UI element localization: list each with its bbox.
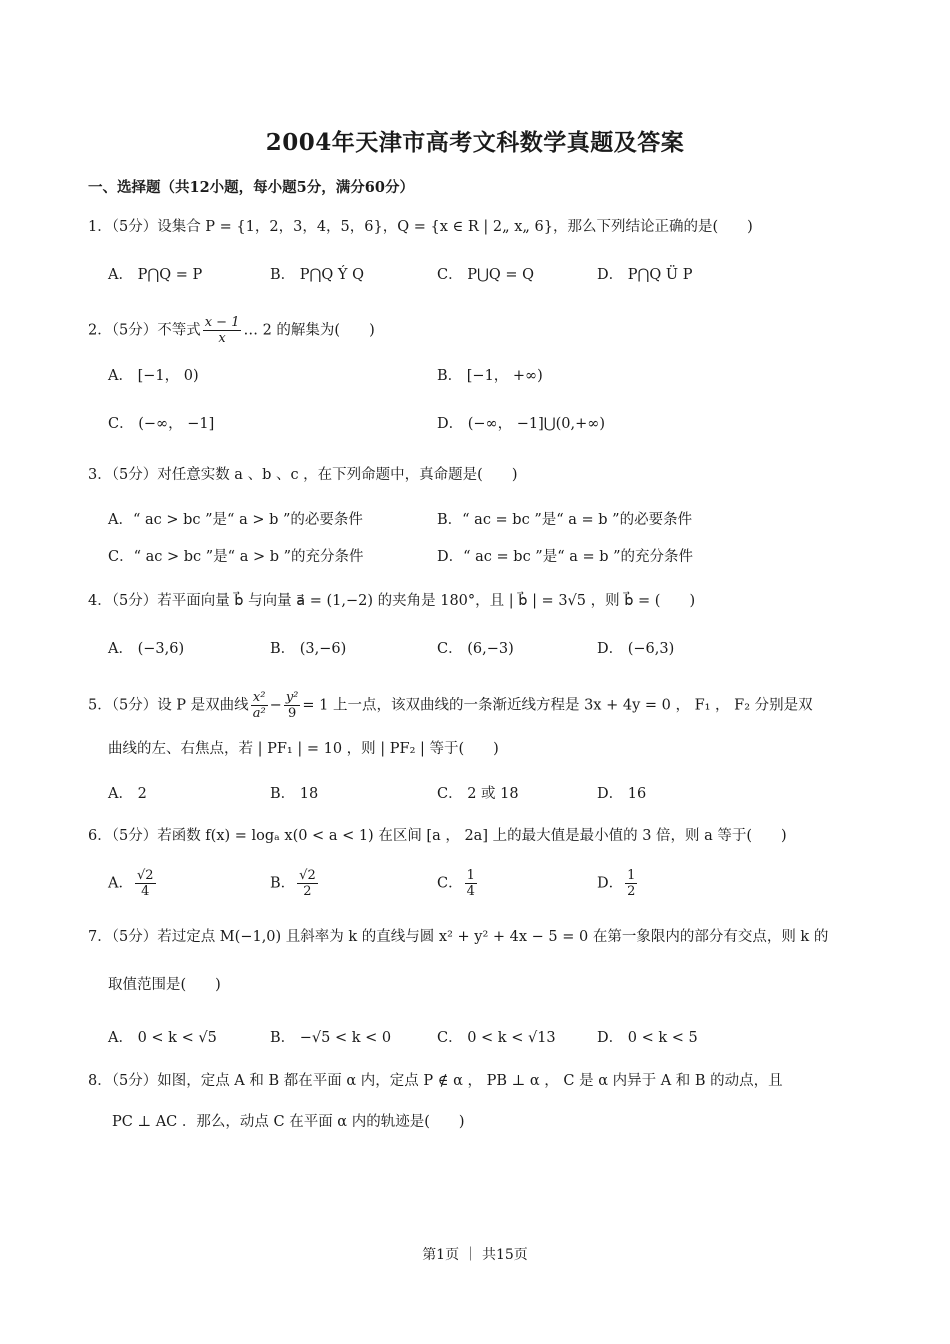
question-5-fraction-1-den: a² (252, 706, 266, 721)
question-6-option-b (270, 868, 320, 899)
question-1-option-c: C． P⋃Q = Q (437, 267, 534, 283)
question-5-fraction-2-num: y² (285, 690, 299, 705)
question-3-stem: 3．（5分）对任意实数 a 、b 、c ，在下列命题中，真命题是( ) (88, 467, 518, 483)
question-6-option-a-label: A． (108, 875, 133, 892)
question-6-option-c-label: C． (437, 875, 463, 892)
question-2-option-a: A． [−1， 0) (108, 368, 199, 384)
question-7-stem: 7．（5分）若过定点 M(−1,0) 且斜率为 k 的直线与圆 x² + y² + 4x − 5 = 0 在第一象限内的部分有交点，则 k 的 (88, 929, 829, 945)
question-6-option-a-den: 4 (141, 884, 150, 899)
question-6-option-a (108, 868, 158, 899)
question-1-stem: 1．（5分）设集合 P = {1，2，3，4，5，6}，Q = {x ∈ R | 2„ x„ 6}，那么下列结论正确的是( ) (88, 219, 753, 235)
question-6-stem: 6．（5分）若函数 f(x) = logₐ x(0 < a < 1) 在区间 [a ， 2a] 上的最大值是最小值的 3 倍，则 a 等于( ) (88, 828, 787, 844)
question-5-option-c: C． 2 或 18 (437, 786, 519, 802)
question-4-option-c: C． (6,−3) (437, 641, 514, 657)
question-2-stem-post: … 2 的解集为( ) (243, 322, 375, 339)
question-5-fraction-2-den: 9 (287, 706, 297, 721)
section-heading: 一、选择题（共12小题，每小题5分，满分60分） (88, 179, 414, 196)
question-5-option-d: D． 16 (597, 786, 647, 802)
question-6-option-b-fraction (297, 868, 318, 899)
question-7-option-b: B． −√5 < k < 0 (270, 1030, 392, 1046)
question-3-option-a: A．“ ac > bc ”是“ a > b ”的必要条件 (108, 512, 363, 528)
question-2-stem-pre: 2．（5分）不等式 (88, 322, 201, 339)
question-6-option-c (437, 868, 479, 899)
question-5-stem-2: 曲线的左、右焦点，若 | PF₁ | = 10 ，则 | PF₂ | 等于( ) (108, 741, 499, 757)
question-1-option-d: D． P⋂Q Ü P (597, 267, 693, 283)
question-6-option-c-fraction (465, 868, 477, 899)
question-3-option-c: C．“ ac > bc ”是“ a > b ”的充分条件 (108, 549, 364, 565)
question-6-option-d-fraction (625, 868, 637, 899)
question-3-option-d: D．“ ac = bc ”是“ a = b ”的充分条件 (437, 549, 694, 565)
question-7-stem-2: 取值范围是( ) (108, 977, 221, 993)
page-footer: 第1页 ｜ 共15页 (422, 1247, 528, 1263)
question-3-option-b: B．“ ac = bc ”是“ a = b ”的必要条件 (437, 512, 693, 528)
question-4-option-a: A． (−3,6) (108, 641, 185, 657)
question-1-option-a: A． P⋂Q = P (108, 267, 203, 283)
question-5-stem-pre: 5．（5分）设 P 是双曲线 (88, 697, 249, 714)
question-2-fraction-num: x − 1 (204, 315, 240, 330)
question-5-fraction-1-num: x² (251, 690, 268, 706)
question-5-option-b: B． 18 (270, 786, 319, 802)
question-6-option-b-den: 2 (303, 884, 312, 899)
question-7-option-a: A． 0 < k < √5 (108, 1030, 217, 1046)
question-6-option-d-label: D． (597, 875, 624, 892)
question-1-option-b: B． P⋂Q Ý Q (270, 267, 364, 283)
question-5-stem-post: = 1 上一点，该双曲线的一条渐近线方程是 3x + 4y = 0 ， F₁ ， F₂ 分别是双 (302, 697, 813, 714)
question-2-option-b: B． [−1， +∞) (437, 368, 543, 384)
question-4-option-d: D． (−6,3) (597, 641, 675, 657)
question-4-option-b: B． (3,−6) (270, 641, 347, 657)
page-title: 2004年天津市高考文科数学真题及答案 (265, 129, 685, 156)
question-7-option-c: C． 0 < k < √13 (437, 1030, 556, 1046)
question-2-fraction (203, 315, 242, 346)
question-5-minus: − (269, 697, 282, 714)
question-6-option-c-den: 4 (466, 884, 475, 899)
question-6-option-a-num: √2 (136, 868, 154, 883)
question-6-option-d-den: 2 (627, 884, 636, 899)
question-7-option-d: D． 0 < k < 5 (597, 1030, 698, 1046)
question-6-option-b-label: B． (270, 875, 296, 892)
question-6-option-d-num: 1 (627, 868, 636, 883)
question-2-stem (88, 315, 375, 346)
question-5-fraction-1 (251, 690, 268, 721)
question-5-fraction-2 (284, 690, 301, 721)
question-8-stem: 8．（5分）如图，定点 A 和 B 都在平面 α 内，定点 P ∉ α ， PB ⊥ α ， C 是 α 内异于 A 和 B 的动点，且 (88, 1073, 783, 1089)
question-6-option-a-fraction (135, 868, 156, 899)
question-6-option-d (597, 868, 639, 899)
question-2-option-c: C． (−∞， −1] (108, 416, 215, 432)
question-5-stem (88, 690, 813, 721)
question-4-stem: 4．（5分）若平面向量 b⃗ 与向量 a⃗ = (1,−2) 的夹角是 180°，且 | b⃗ | = 3√5 ，则 b⃗ = ( ) (88, 593, 696, 609)
question-6-option-c-num: 1 (466, 868, 475, 883)
question-2-fraction-den: x (218, 331, 226, 346)
question-5-option-a: A． 2 (108, 786, 147, 802)
question-2-option-d: D． (−∞， −1]⋃(0,+∞) (437, 416, 606, 432)
question-6-option-b-num: √2 (299, 868, 316, 883)
question-8-stem-2: PC ⊥ AC ．那么，动点 C 在平面 α 内的轨迹是( ) (112, 1114, 465, 1130)
